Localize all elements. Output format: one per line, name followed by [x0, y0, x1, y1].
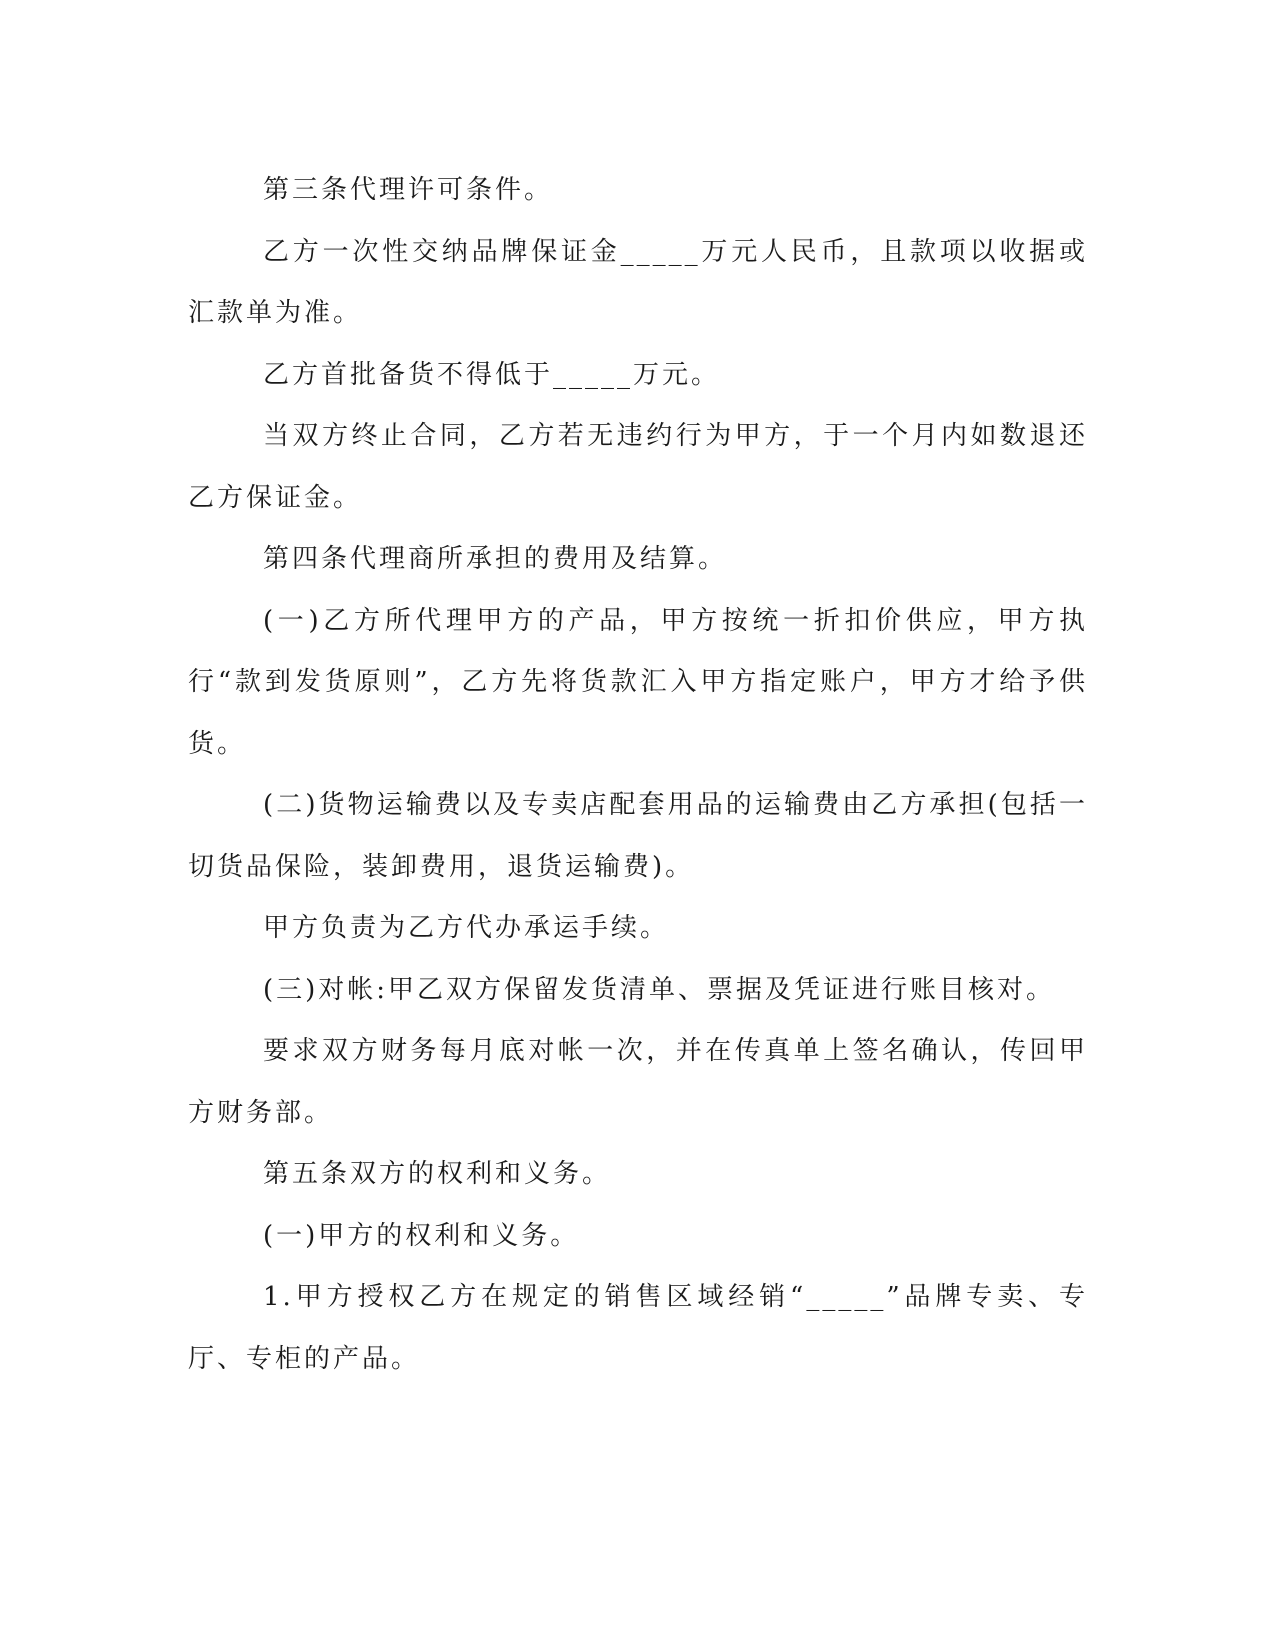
paragraph-brand-deposit: 乙方一次性交纳品牌保证金_____万元人民币，且款项以收据或汇款单为准。	[188, 236, 1088, 328]
paragraph-monthly-reconciliation: 要求双方财务每月底对帐一次，并在传真单上签名确认，传回甲方财务部。	[188, 1036, 1088, 1128]
paragraph-shipping-procedures: 甲方负责为乙方代办承运手续。	[263, 913, 670, 943]
paragraph-clause-4-1: (一)乙方所代理甲方的产品，甲方按统一折扣价供应，甲方执行“款到发货原则”，乙方先将货款汇入甲方指定账户，甲方才给予供货。	[188, 605, 1088, 759]
paragraph-article-4-title: 第四条代理商所承担的费用及结算。	[263, 544, 728, 574]
paragraph-article-5-title: 第五条双方的权利和义务。	[263, 1159, 612, 1189]
paragraph-clause-5-1: (一)甲方的权利和义务。	[263, 1220, 580, 1251]
paragraph-item-5-1-1: 1.甲方授权乙方在规定的销售区域经销“_____”品牌专卖、专厅、专柜的产品。	[188, 1282, 1088, 1374]
paragraph-deposit-refund: 当双方终止合同，乙方若无违约行为甲方，于一个月内如数退还乙方保证金。	[188, 421, 1088, 513]
document-page	[188, 160, 1088, 1390]
paragraph-first-stock: 乙方首批备货不得低于_____万元。	[263, 359, 721, 390]
paragraph-clause-4-2: (二)货物运输费以及专卖店配套用品的运输费由乙方承担(包括一切货品保险，装卸费用，退货运输费)。	[188, 790, 1088, 882]
paragraph-clause-4-3: (三)对帐:甲乙双方保留发货清单、票据及凭证进行账目核对。	[263, 974, 1056, 1005]
paragraph-article-3-title: 第三条代理许可条件。	[263, 175, 554, 205]
